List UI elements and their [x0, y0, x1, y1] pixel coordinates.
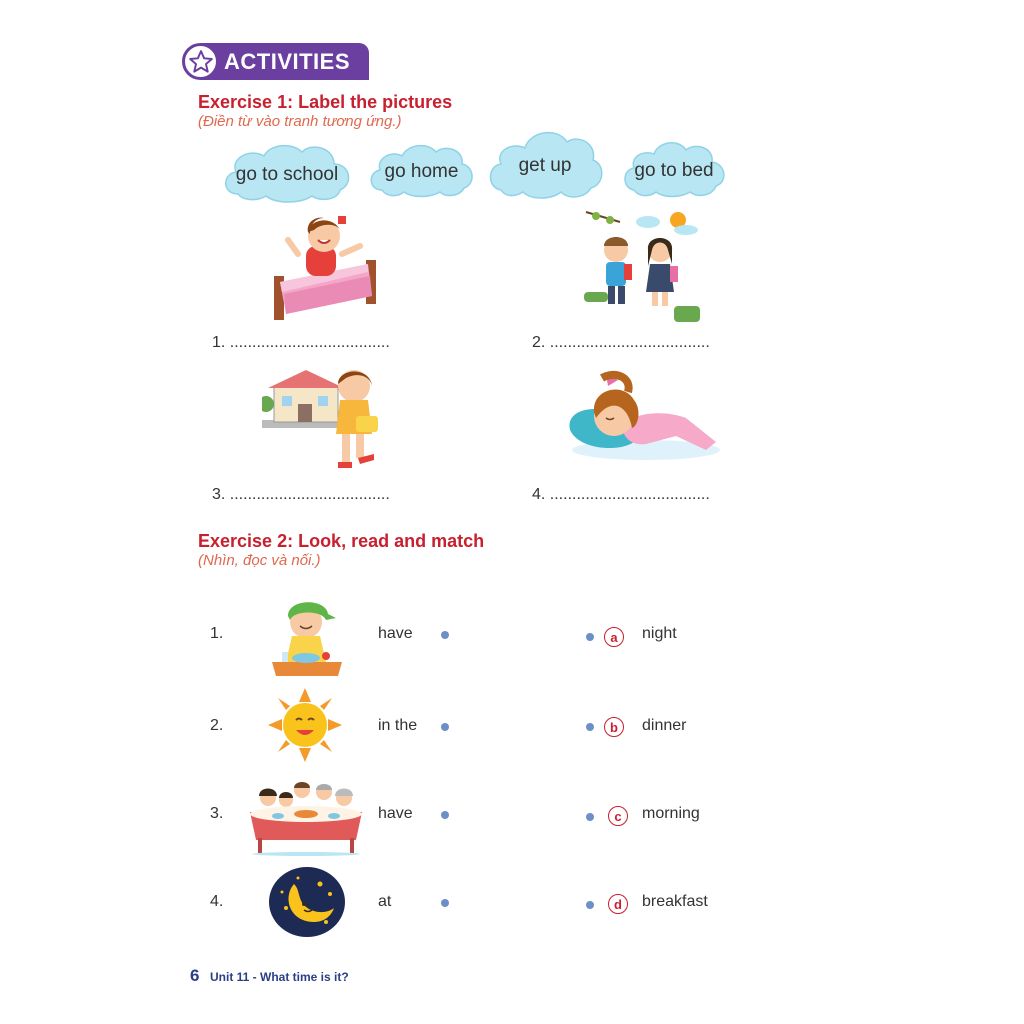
- header-title: ACTIVITIES: [224, 49, 351, 74]
- word-cloud-4: [622, 138, 726, 198]
- match-dot-right-4[interactable]: [586, 901, 594, 909]
- unit-title: Unit 11 - What time is it?: [210, 970, 349, 984]
- breakfast-picture: [270, 596, 344, 678]
- picture-go-to-school: [584, 206, 702, 324]
- option-letter-c: c: [608, 806, 628, 826]
- match-dot-right-3[interactable]: [586, 813, 594, 821]
- picture-go-home: [262, 364, 386, 472]
- sun-icon: [268, 688, 342, 762]
- exercise1-subtitle: (Điền từ vào tranh tương ứng.): [198, 113, 402, 130]
- row-number-1: 1.: [210, 625, 224, 642]
- blank-2[interactable]: 2. ....................................: [532, 334, 710, 351]
- match-dot-left-4[interactable]: [441, 899, 449, 907]
- option-answer-3: morning: [642, 805, 700, 822]
- blank-3[interactable]: 3. ....................................: [212, 486, 390, 503]
- blank-4[interactable]: 4. ....................................: [532, 486, 710, 503]
- star-icon: [182, 43, 219, 80]
- cloud-label-1: go to school: [235, 164, 339, 185]
- option-answer-4: breakfast: [642, 893, 708, 910]
- word-cloud-3: [487, 126, 603, 200]
- phrase-start-2: in the: [378, 717, 418, 734]
- option-letter-b: b: [604, 717, 624, 737]
- match-dot-right-1[interactable]: [586, 633, 594, 641]
- row-number-2: 2.: [210, 717, 224, 734]
- word-cloud-1: [220, 138, 354, 206]
- activities-header: [182, 43, 369, 80]
- cloud-label-3: get up: [518, 155, 572, 176]
- option-answer-2: dinner: [642, 717, 687, 734]
- picture-get-up: [268, 210, 380, 322]
- phrase-start-4: at: [378, 893, 392, 910]
- phrase-start-1: have: [378, 625, 413, 642]
- match-dot-left-3[interactable]: [441, 811, 449, 819]
- blank-1[interactable]: 1. ....................................: [212, 334, 390, 351]
- picture-go-to-bed: [566, 366, 720, 462]
- exercise2-title: Exercise 2: Look, read and match: [198, 531, 485, 551]
- exercise1-title: Exercise 1: Label the pictures: [198, 92, 453, 112]
- match-dot-left-1[interactable]: [441, 631, 449, 639]
- option-letter-a: a: [604, 627, 624, 647]
- cloud-label-2: go home: [384, 161, 459, 182]
- option-answer-1: night: [642, 625, 677, 642]
- cloud-label-4: go to bed: [634, 160, 714, 181]
- match-dot-left-2[interactable]: [441, 723, 449, 731]
- exercise2-subtitle: (Nhìn, đọc và nối.): [198, 552, 321, 569]
- phrase-start-3: have: [378, 805, 413, 822]
- match-dot-right-2[interactable]: [586, 723, 594, 731]
- row-number-4: 4.: [210, 893, 224, 910]
- family-dinner-picture: [246, 778, 366, 856]
- option-letter-d: d: [608, 894, 628, 914]
- moon-night-icon: [268, 866, 346, 938]
- row-number-3: 3.: [210, 805, 224, 822]
- page-number: 6: [190, 966, 200, 985]
- word-cloud-2: [368, 140, 475, 198]
